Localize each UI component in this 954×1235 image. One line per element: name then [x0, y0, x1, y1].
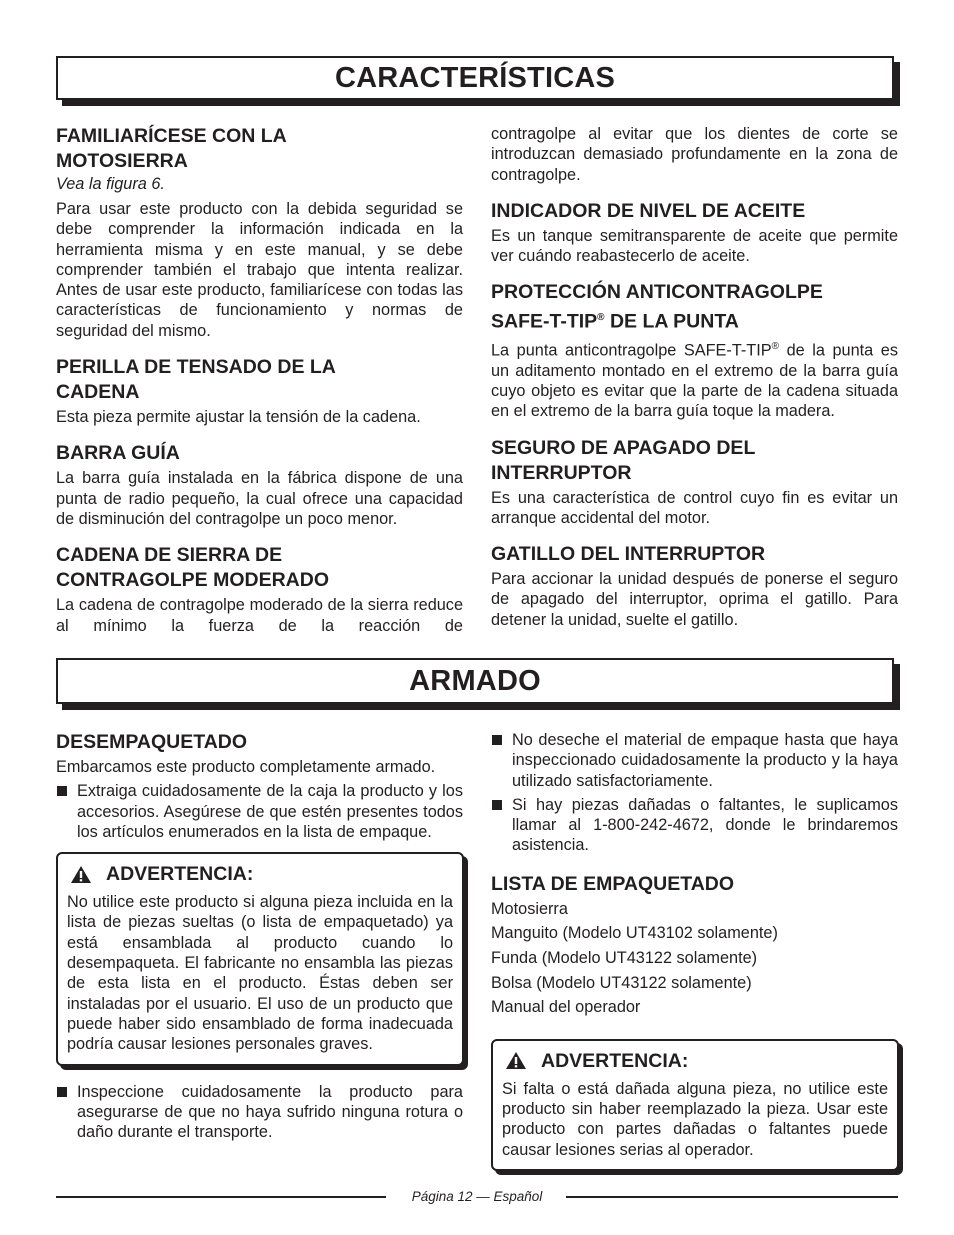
- warning-box-right: [491, 1039, 899, 1171]
- list-item: Bolsa (Modelo UT43122 solamente): [491, 973, 752, 992]
- assembly-title: ARMADO: [409, 665, 541, 697]
- unpacking-bullets-top: [56, 781, 463, 842]
- familiarize-text: Para usar este producto con la debida seguridad se debe comprender la información indicada en la herramienta misma y en este manual, y se debe comprender también el trabajo que intenta realizar. Antes de usar este producto, familiarícese con todas las características de funcionamiento y normas de seguridad del mismo.: [56, 200, 463, 340]
- trigger-heading: GATILLO DEL INTERRUPTOR: [491, 543, 766, 566]
- familiarize-heading: FAMILIARÍCESE CON LA MOTOSIERRA: [56, 125, 287, 172]
- warning-text: No utilice este producto si alguna pieza incluida en la lista de piezas sueltas (o lista de empaquetado) ya está ensamblada al producto cuando lo desempaqueta. El fabricante no ensambla las piezas de esta lista en el producto. Éstas deben ser instaladas por el usuario. El uso de un producto que puede haber sido ensamblado de forma inadecuada podría causar lesiones personales graves.: [67, 893, 453, 1054]
- warning-text: Si falta o está dañada alguna pieza, no utilice este producto sin haber reemplazado la pieza. Usar este producto con partes dañadas o faltantes puede causar lesiones serias al operador.: [502, 1079, 888, 1159]
- bullet-square-icon: [57, 786, 67, 796]
- assembly-left-column: [56, 730, 463, 1146]
- page-footer: [56, 1188, 898, 1206]
- switch-lock-text: Es una característica de control cuyo fin es evitar un arranque accidental del motor.: [491, 488, 898, 527]
- guide-bar-heading: BARRA GUÍA: [56, 442, 180, 465]
- registered-mark: ®: [597, 312, 605, 324]
- features-right-column: [491, 124, 898, 630]
- features-banner: [56, 56, 894, 100]
- bullet-square-icon: [492, 800, 502, 810]
- warning-triangle-icon: [505, 1051, 527, 1070]
- bullet-square-icon: [57, 1087, 67, 1097]
- list-item: Funda (Modelo UT43122 solamente): [491, 948, 758, 967]
- safe-t-tip-text-part-a: La punta anticontragolpe SAFE-T-TIP: [491, 341, 772, 360]
- oil-level-heading: INDICADOR DE NIVEL DE ACEITE: [491, 199, 806, 222]
- list-item: Extraiga cuidadosamente de la caja la producto y los accesorios. Asegúrese de que estén presentes todos los artículos enumerados en la lista de empaque.: [56, 781, 463, 842]
- chain-heading: CADENA DE SIERRA DE CONTRAGOLPE MODERADO: [56, 544, 329, 592]
- packing-list: [491, 897, 898, 1020]
- safe-t-tip-heading-part-a: PROTECCIÓN ANTICONTRAGOLPE SAFE-T-TIP: [491, 281, 823, 333]
- safe-t-tip-heading-part-b: DE LA PUNTA: [604, 310, 739, 333]
- bullet-square-icon: [492, 735, 502, 745]
- chain-text-continued: contragolpe al evitar que los dientes de corte se introduzcan demasiado profundamente en la zona de contragolpe.: [491, 125, 898, 184]
- features-title: CARACTERÍSTICAS: [334, 62, 616, 94]
- list-item: Si hay piezas dañadas o faltantes, le suplicamos llamar al 1-800-242-4672, donde le brindaremos asistencia.: [491, 795, 898, 856]
- tension-knob-heading: PERILLA DE TENSADO DE LA CADENA: [56, 356, 336, 404]
- list-item: Manguito (Modelo UT43102 solamente): [491, 924, 778, 943]
- page-number: Página 12 — Español: [404, 1189, 551, 1204]
- safe-t-tip-text: [491, 337, 898, 422]
- unpacking-text: Embarcamos este producto completamente armado.: [56, 758, 436, 776]
- packing-list-heading: LISTA DE EMPAQUETADO: [491, 872, 735, 895]
- list-item: No deseche el material de empaque hasta que haya inspeccionado cuidadosamente la producto y la haya utilizado satisfactoriamente.: [491, 730, 898, 791]
- chain-text: La cadena de contragolpe moderado de la sierra reduce al mínimo la fuerza de la reacción de: [56, 596, 463, 635]
- assembly-banner: [56, 658, 894, 704]
- features-left-column: [56, 124, 463, 636]
- unpacking-heading: DESEMPAQUETADO: [56, 731, 248, 753]
- assembly-right-column: [491, 730, 898, 1171]
- warning-title: ADVERTENCIA:: [541, 1049, 689, 1072]
- unpacking-bullets-right: [491, 730, 898, 856]
- warning-title: ADVERTENCIA:: [106, 863, 254, 886]
- safe-t-tip-text-part-b: de la punta es un aditamento montado en el extremo de la barra guía cuyo objeto es evitar que la parte de la cadena situada en el extremo de la barra guía toque la madera.: [491, 341, 898, 421]
- figure-reference: Vea la figura 6.: [56, 175, 165, 193]
- switch-lock-heading: SEGURO DE APAGADO DEL INTERRUPTOR: [491, 436, 756, 484]
- warning-triangle-icon: [70, 865, 92, 884]
- safe-t-tip-heading: [491, 280, 881, 335]
- registered-mark: ®: [771, 340, 779, 352]
- list-item: Inspeccione cuidadosamente la producto para asegurarse de que no haya sufrido ninguna rotura o daño durante el transporte.: [56, 1082, 463, 1143]
- guide-bar-text: La barra guía instalada en la fábrica dispone de una punta de radio pequeño, la cual ofrece una capacidad de disminución del contragolpe un poco menor.: [56, 469, 463, 528]
- trigger-text: Para accionar la unidad después de ponerse el seguro de apagado del interruptor, oprima el gatillo. Para detener la unidad, suelte el gatillo.: [491, 570, 898, 629]
- oil-level-text: Es un tanque semitransparente de aceite que permite ver cuándo reabastecerlo de aceite.: [491, 226, 898, 266]
- list-item: Manual del operador: [491, 998, 641, 1017]
- unpacking-bullets-bottom: [56, 1082, 463, 1143]
- tension-knob-text: Esta pieza permite ajustar la tensión de la cadena.: [56, 408, 421, 427]
- warning-box-left: [56, 852, 464, 1065]
- list-item: Motosierra: [491, 899, 568, 918]
